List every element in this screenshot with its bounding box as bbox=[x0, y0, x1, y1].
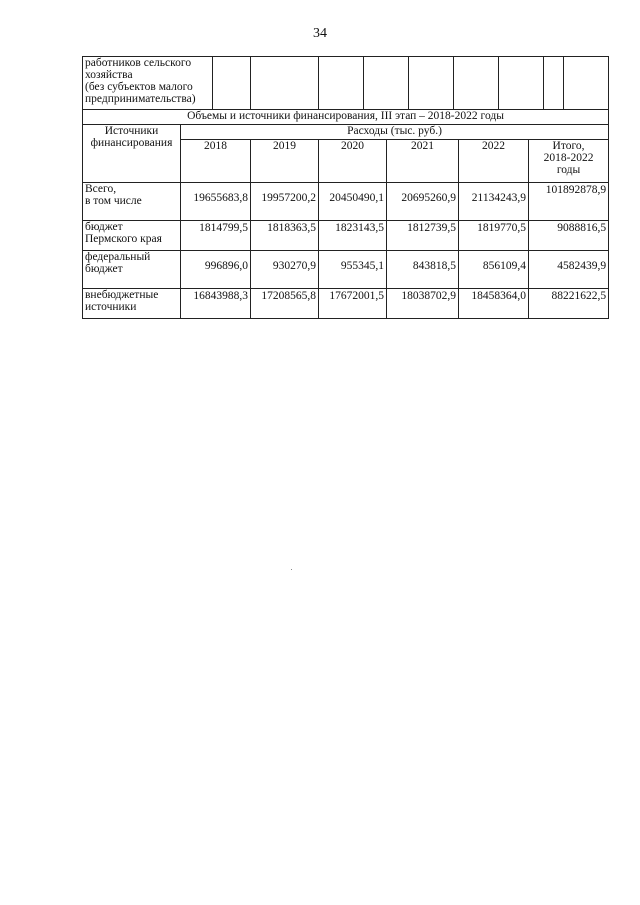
financing-table bbox=[82, 109, 609, 319]
empty-cell bbox=[213, 57, 251, 110]
value-cell: 16843988,3 bbox=[181, 289, 251, 319]
financing-caption: Объемы и источники финансирования, III этап – 2018-2022 годы bbox=[83, 110, 609, 125]
fragment-label-cell bbox=[83, 57, 213, 110]
row-label-line: в том числе bbox=[85, 195, 142, 207]
fragment-label-line: работников сельского bbox=[85, 57, 192, 69]
year-header: 2021 bbox=[387, 140, 459, 183]
empty-cell bbox=[251, 57, 319, 110]
total-cell: 88221622,5 bbox=[529, 289, 609, 319]
value-cell: 1819770,5 bbox=[459, 221, 529, 251]
row-label bbox=[83, 289, 181, 319]
table-row bbox=[83, 289, 609, 319]
row-label-line: бюджет bbox=[85, 263, 123, 275]
value-cell: 856109,4 bbox=[459, 251, 529, 289]
empty-cell bbox=[499, 57, 544, 110]
value-cell: 18038702,9 bbox=[387, 289, 459, 319]
row-label bbox=[83, 251, 181, 289]
year-header: 2018 bbox=[181, 140, 251, 183]
value-cell: 1818363,5 bbox=[251, 221, 319, 251]
sources-header-line: Источники bbox=[104, 125, 159, 137]
total-header-line: 2018-2022 bbox=[543, 152, 594, 164]
row-label-line: бюджет bbox=[85, 221, 123, 233]
value-cell: 17208565,8 bbox=[251, 289, 319, 319]
value-cell: 19957200,2 bbox=[251, 183, 319, 221]
value-cell: 20695260,9 bbox=[387, 183, 459, 221]
total-header-line: годы bbox=[556, 164, 581, 176]
table-row bbox=[83, 251, 609, 289]
continued-table-fragment bbox=[82, 56, 609, 110]
fragment-label-line: предпринимательства) bbox=[85, 93, 196, 105]
year-header: 2022 bbox=[459, 140, 529, 183]
expenses-header: Расходы (тыс. руб.) bbox=[181, 125, 609, 140]
empty-cell bbox=[564, 57, 609, 110]
value-cell: 1814799,5 bbox=[181, 221, 251, 251]
empty-cell bbox=[544, 57, 564, 110]
row-label-line: федеральный bbox=[85, 251, 151, 263]
value-cell: 930270,9 bbox=[251, 251, 319, 289]
sources-header-line: финансирования bbox=[90, 137, 173, 149]
value-cell: 1823143,5 bbox=[319, 221, 387, 251]
total-cell: 101892878,9 bbox=[529, 183, 609, 221]
empty-cell bbox=[319, 57, 364, 110]
empty-cell bbox=[454, 57, 499, 110]
total-header-line: Итого, bbox=[552, 140, 585, 152]
value-cell: 955345,1 bbox=[319, 251, 387, 289]
value-cell: 20450490,1 bbox=[319, 183, 387, 221]
empty-cell bbox=[364, 57, 409, 110]
value-cell: 21134243,9 bbox=[459, 183, 529, 221]
row-label bbox=[83, 183, 181, 221]
empty-cell bbox=[409, 57, 454, 110]
total-cell: 4582439,9 bbox=[529, 251, 609, 289]
year-header: 2020 bbox=[319, 140, 387, 183]
total-header bbox=[529, 140, 609, 183]
row-label-line: внебюджетные bbox=[85, 289, 159, 301]
value-cell: 17672001,5 bbox=[319, 289, 387, 319]
row-label bbox=[83, 221, 181, 251]
row-label-line: Пермского края bbox=[85, 233, 162, 245]
table-row bbox=[83, 221, 609, 251]
total-cell: 9088816,5 bbox=[529, 221, 609, 251]
table-row bbox=[83, 183, 609, 221]
year-header: 2019 bbox=[251, 140, 319, 183]
fragment-label-line: (без субъектов малого bbox=[85, 81, 193, 93]
fragment-label-line: хозяйства bbox=[85, 69, 133, 81]
value-cell: 996896,0 bbox=[181, 251, 251, 289]
value-cell: 843818,5 bbox=[387, 251, 459, 289]
value-cell: 1812739,5 bbox=[387, 221, 459, 251]
row-label-line: источники bbox=[85, 301, 137, 313]
sources-header bbox=[83, 125, 181, 183]
scan-speck bbox=[291, 569, 292, 570]
page-number: 34 bbox=[313, 26, 327, 41]
value-cell: 18458364,0 bbox=[459, 289, 529, 319]
value-cell: 19655683,8 bbox=[181, 183, 251, 221]
row-label-line: Всего, bbox=[85, 183, 117, 195]
